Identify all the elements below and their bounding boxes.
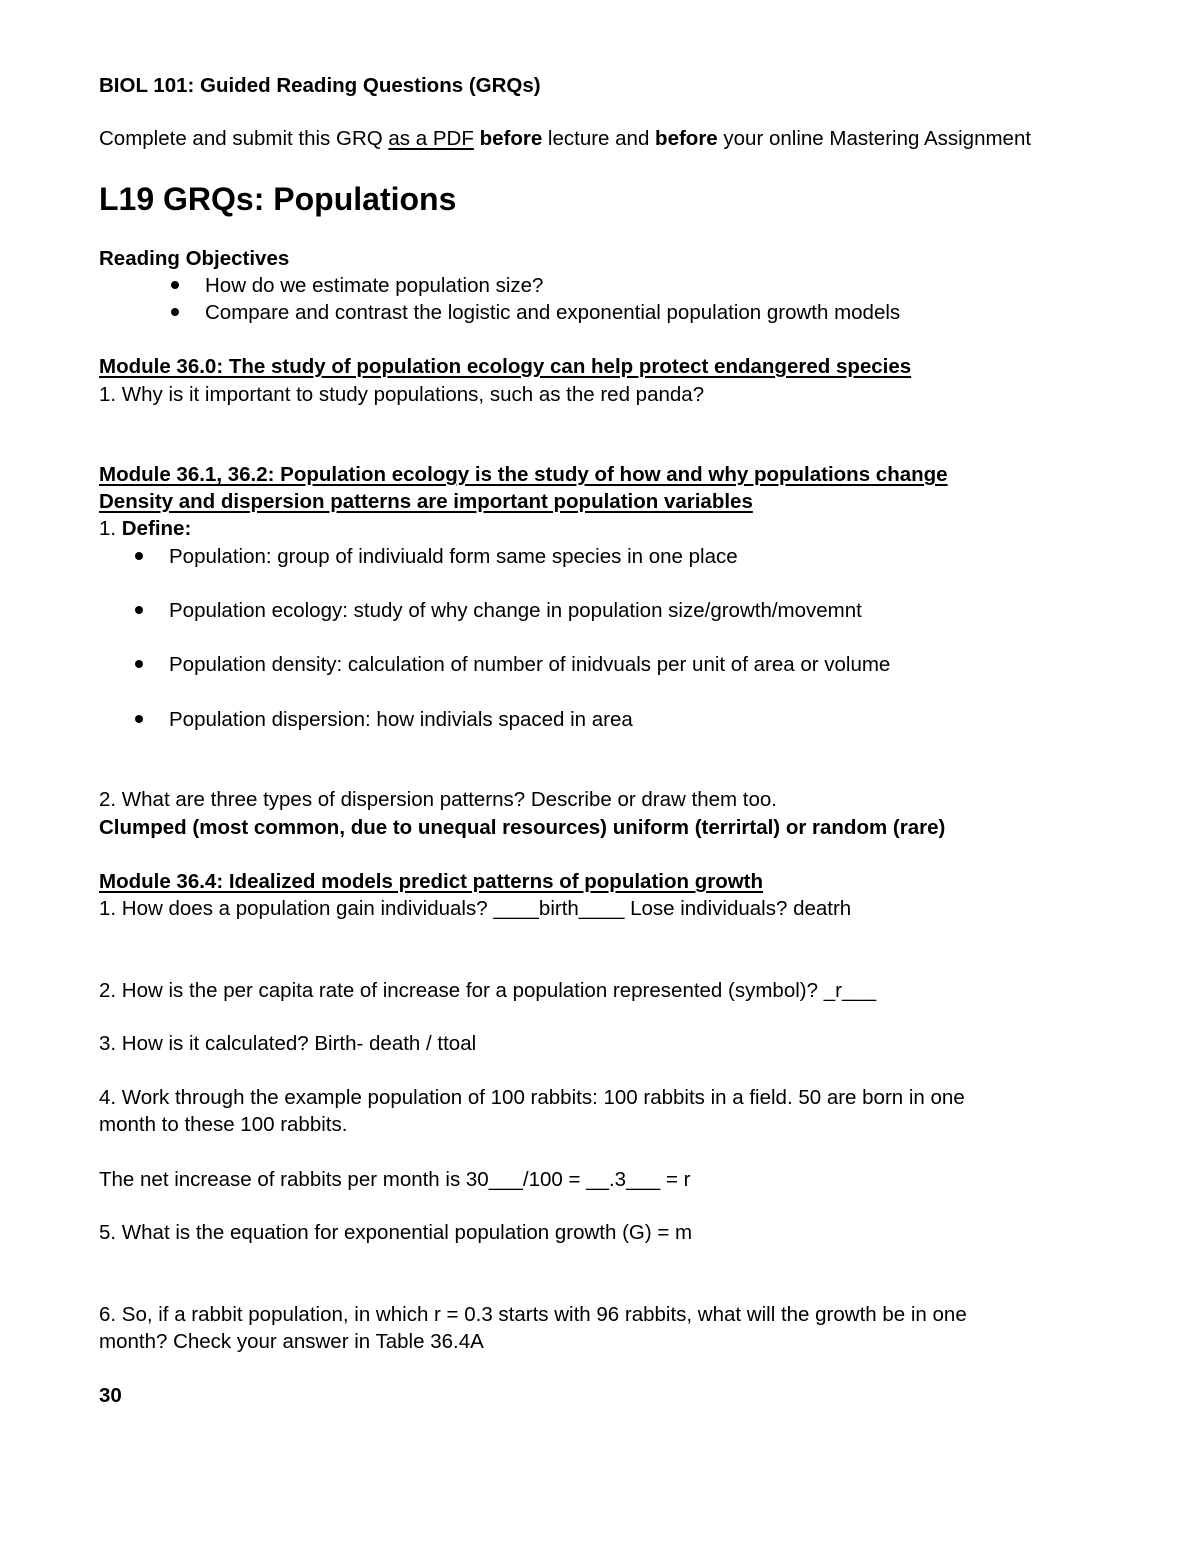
m364-question-2: 2. How is the per capita rate of increase for a population represented (symbol)? _r___ xyxy=(99,979,877,1002)
definition-item: Population: group of indiviuald form same species in one place xyxy=(169,545,738,568)
m364-question-5: 5. What is the equation for exponential population growth (G) = m xyxy=(99,1221,693,1244)
m364-question-4-line-2: month to these 100 rabbits. xyxy=(99,1113,348,1136)
instr-part: lecture and xyxy=(542,127,656,150)
instructions-line xyxy=(99,126,1031,152)
module-36-1-heading: Module 36.1, 36.2: Population ecology is the study of how and why populations change xyxy=(99,463,948,486)
course-header: BIOL 101: Guided Reading Questions (GRQs) xyxy=(99,74,541,97)
bullet-icon xyxy=(171,308,179,316)
instr-before: before xyxy=(479,127,543,150)
page-number: 30 xyxy=(99,1384,122,1407)
definition-item: Population ecology: study of why change in population size/growth/movemnt xyxy=(169,599,862,622)
bullet-icon xyxy=(171,281,179,289)
m364-question-4-line-1: 4. Work through the example population of 100 rabbits: 100 rabbits in a field. 50 are born in one xyxy=(99,1086,965,1109)
module-36-0-heading: Module 36.0: The study of population ecology can help protect endangered species xyxy=(99,355,912,378)
definition-item: Population density: calculation of number of inidvuals per unit of area or volume xyxy=(169,653,891,676)
objective-item: How do we estimate population size? xyxy=(205,274,544,297)
bullet-icon xyxy=(135,552,143,560)
m361-answer-2: Clumped (most common, due to unequal resources) uniform (terrirtal) or random (rare) xyxy=(99,816,946,839)
objective-item: Compare and contrast the logistic and exponential population growth models xyxy=(205,301,901,324)
bullet-icon xyxy=(135,660,143,668)
page-title: L19 GRQs: Populations xyxy=(99,181,457,217)
m364-question-3: 3. How is it calculated? Birth- death / ttoal xyxy=(99,1032,477,1055)
define-number: 1. xyxy=(99,517,122,540)
instr-part: Complete and submit this GRQ xyxy=(99,127,389,150)
net-increase-line: The net increase of rabbits per month is 30___/100 = __.3___ = r xyxy=(99,1168,691,1191)
definition-item: Population dispersion: how indivials spaced in area xyxy=(169,708,633,731)
module-36-4-heading: Module 36.4: Idealized models predict patterns of population growth xyxy=(99,870,764,893)
m360-question-1: 1. Why is it important to study populations, such as the red panda? xyxy=(99,383,705,406)
define-label: Define: xyxy=(121,517,192,540)
m364-question-6-line-2: month? Check your answer in Table 36.4A xyxy=(99,1330,484,1353)
bullet-icon xyxy=(135,715,143,723)
define-prompt xyxy=(99,516,191,542)
instr-before: before xyxy=(655,127,718,150)
objectives-heading: Reading Objectives xyxy=(99,247,290,270)
instr-part: your online Mastering Assignment xyxy=(717,127,1032,150)
bullet-icon xyxy=(135,606,143,614)
module-36-2-heading: Density and dispersion patterns are important population variables xyxy=(99,490,753,513)
m364-question-1: 1. How does a population gain individuals? ____birth____ Lose individuals? deatrh xyxy=(99,897,852,920)
m361-question-2: 2. What are three types of dispersion patterns? Describe or draw them too. xyxy=(99,788,777,811)
instr-pdf: as a PDF xyxy=(388,127,474,150)
m364-question-6-line-1: 6. So, if a rabbit population, in which r = 0.3 starts with 96 rabbits, what will the growth be in one xyxy=(99,1303,967,1326)
